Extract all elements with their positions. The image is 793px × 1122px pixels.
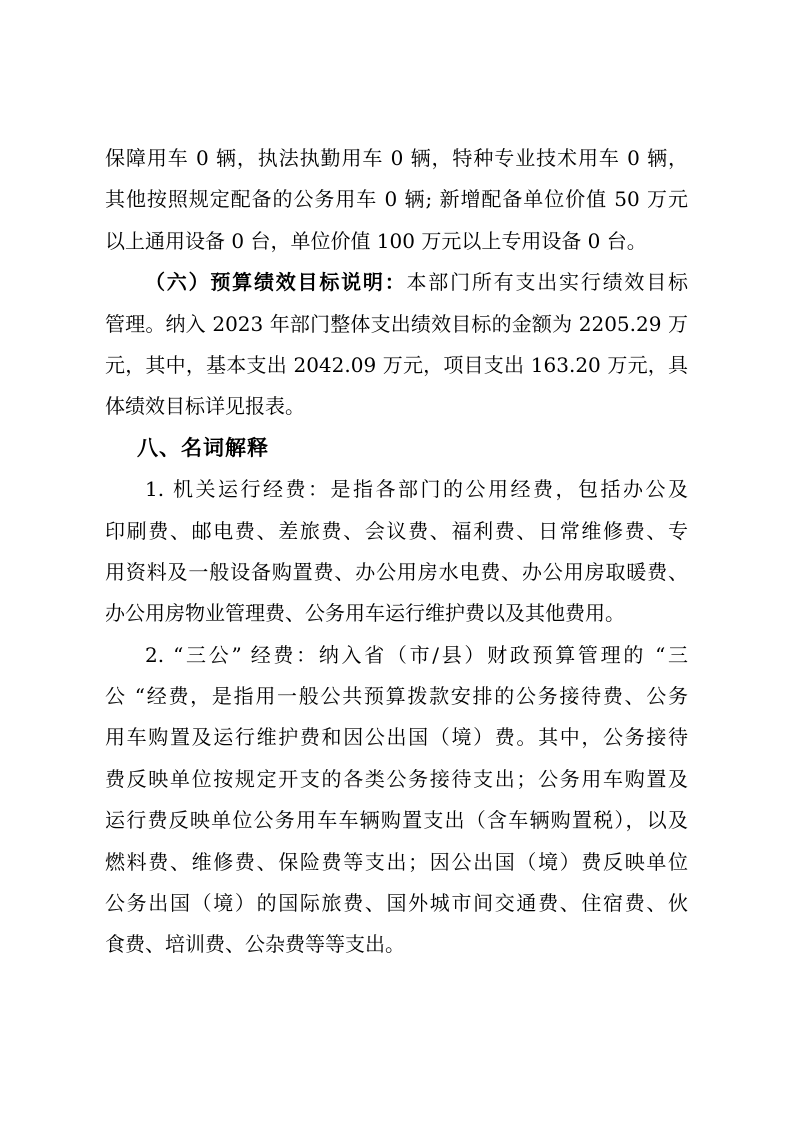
text-line: 体绩效目标详见报表。: [105, 394, 305, 419]
text-line: 管理。纳入 2023 年部门整体支出绩效目标的金额为 2205.29 万: [105, 311, 688, 336]
para-vehicles: [105, 138, 688, 262]
text-line: 用车购置及运行维护费和因公出国（境）费。其中，公务接待: [105, 725, 688, 750]
section-heading-glossary: 八、名词解释: [137, 435, 269, 460]
text-line: 燃料费、维修费、保险费等支出；因公出国（境）费反映单位: [105, 849, 688, 874]
text-line: 元，其中，基本支出 2042.09 万元，项目支出 163.20 万元，具: [105, 352, 688, 377]
para-agency-operating-expense: [105, 469, 688, 635]
text-line: 费反映单位按规定开支的各类公务接待支出；公务用车购置及: [105, 766, 688, 791]
text-line: 食费、培训费、公杂费等等支出。: [105, 932, 405, 957]
text-line: 用资料及一般设备购置费、办公用房水电费、办公用房取暖费、: [105, 559, 688, 584]
document-text-block: [105, 138, 688, 966]
text-line: 以上通用设备 0 台，单位价值 100 万元以上专用设备 0 台。: [105, 228, 647, 253]
para-performance-lead: （六）预算绩效目标说明：: [145, 270, 407, 295]
text-line: 运行费反映单位公务用车车辆购置支出（含车辆购置税），以及: [105, 808, 688, 833]
text-line: 1. 机关运行经费：是指各部门的公用经费，包括办公及: [145, 477, 688, 502]
text-line: 公务出国（境）的国际旅费、国外城市间交通费、住宿费、伙: [105, 891, 688, 916]
text-line: [105, 262, 688, 303]
text-line: 其他按照规定配备的公务用车 0 辆; 新增配备单位价值 50 万元: [105, 187, 688, 212]
text-line: 2. “三公” 经费：纳入省（市/县）财政预算管理的 “三: [145, 642, 688, 667]
text-line: 印刷费、邮电费、差旅费、会议费、福利费、日常维修费、专: [105, 518, 688, 543]
para-performance-lead-rest: 本部门所有支出实行绩效目标: [406, 270, 688, 295]
para-performance-targets: [105, 262, 688, 428]
text-line: 公 “经费，是指用一般公共预算拨款安排的公务接待费、公务: [105, 684, 688, 709]
text-line: 办公用房物业管理费、公务用车运行维护费以及其他费用。: [105, 601, 625, 626]
para-three-public-expense: [105, 635, 688, 966]
text-line: 保障用车 0 辆，执法执勤用车 0 辆，特种专业技术用车 0 辆，: [105, 146, 688, 170]
